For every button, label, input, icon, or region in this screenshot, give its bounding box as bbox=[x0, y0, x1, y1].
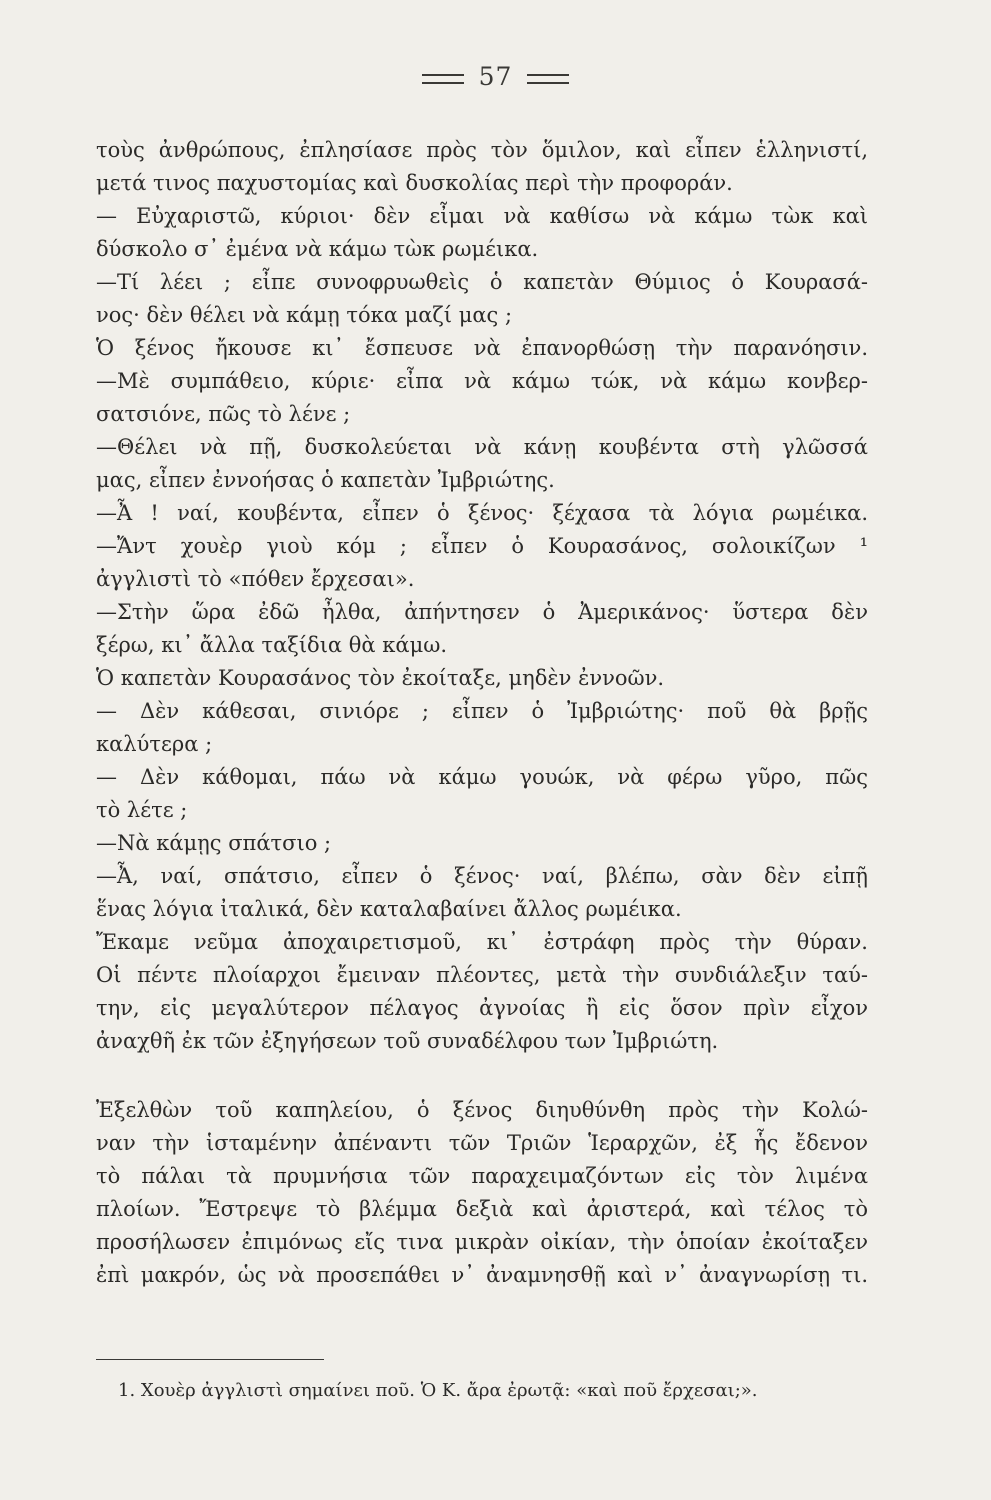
text-line: μετά τινος παχυστομίας καὶ δυσκολίας περὶ τὴν προφοράν. bbox=[96, 171, 733, 195]
text-line: —Στὴν ὥρα ἐδῶ ἦλθα, ἀπήντησεν ὁ Ἀμερικάνος· ὕστερα δὲν bbox=[96, 600, 868, 624]
text-line: — Δὲν κάθομαι, πάω νὰ κάμω γουώκ, νὰ φέρω γῦρο, πῶς bbox=[96, 765, 868, 789]
left-ornament bbox=[422, 74, 464, 84]
text-line: Ἐξελθὼν τοῦ καπηλείου, ὁ ξένος διηυθύνθη πρὸς τὴν Κολώ- bbox=[96, 1098, 868, 1122]
text-line: —Τί λέει ; εἶπε συνοφρυωθεὶς ὁ καπετὰν Θύμιος ὁ Κουρασά- bbox=[96, 270, 868, 294]
text-line: — Δὲν κάθεσαι, σινιόρε ; εἶπεν ὁ Ἰμβριώτης· ποῦ θὰ βρῇς bbox=[96, 699, 868, 723]
text-line: ἐπὶ μακρόν, ὡς νὰ προσεπάθει ν᾽ ἀναμνησθῇ καὶ ν᾽ ἀναγνωρίσῃ τι. bbox=[96, 1263, 868, 1287]
text-line: τὸ λέτε ; bbox=[96, 798, 188, 822]
text-line: — Εὐχαριστῶ, κύριοι· δὲν εἶμαι νὰ καθίσω νὰ κάμω τὼκ καὶ bbox=[96, 204, 868, 228]
paragraph-gap bbox=[96, 1058, 868, 1094]
text-line: πλοίων. Ἔστρεψε τὸ βλέμμα δεξιὰ καὶ ἀριστερά, καὶ τέλος τὸ bbox=[96, 1197, 868, 1221]
text-line: δύσκολο σ᾽ ἐμένα νὰ κάμω τὼκ ρωμέικα. bbox=[96, 237, 539, 261]
text-line: την, εἰς μεγαλύτερον πέλαγος ἀγνοίας ἢ εἰς ὅσον πρὶν εἶχον bbox=[96, 996, 868, 1020]
page-number: 57 bbox=[478, 62, 513, 91]
text-line: ἕνας λόγια ἰταλικά, δὲν καταλαβαίνει ἄλλος ρωμέικα. bbox=[96, 897, 682, 921]
text-line: προσήλωσεν ἐπιμόνως εἴς τινα μικρὰν οἰκίαν, τὴν ὁποίαν ἐκοίταξεν bbox=[96, 1230, 868, 1254]
footnote: 1. Χουὲρ ἀγγλιστὶ σημαίνει ποῦ. Ὁ Κ. ἄρα ἐρωτᾷ: «καὶ ποῦ ἔρχεσαι;». bbox=[118, 1380, 758, 1401]
text-line: Ὁ ξένος ἤκουσε κι᾽ ἔσπευσε νὰ ἐπανορθώσῃ τὴν παρανόησιν. bbox=[96, 336, 868, 360]
footnote-divider bbox=[96, 1359, 324, 1360]
text-line: Ἔκαμε νεῦμα ἀποχαιρετισμοῦ, κι᾽ ἐστράφη πρὸς τὴν θύραν. bbox=[96, 930, 868, 954]
text-line: ξέρω, κι᾽ ἄλλα ταξίδια θὰ κάμω. bbox=[96, 633, 448, 657]
text-line: ἀναχθῆ ἐκ τῶν ἐξηγήσεων τοῦ συναδέλφου των Ἰμβριώτη. bbox=[96, 1029, 719, 1053]
text-line: νος· δὲν θέλει νὰ κάμῃ τόκα μαζί μας ; bbox=[96, 303, 513, 327]
text-line: Οἱ πέντε πλοίαρχοι ἔμειναν πλέοντες, μετὰ τὴν συνδιάλεξιν ταύ- bbox=[96, 963, 868, 987]
text-line: —Ἆ ! ναί, κουβέντα, εἶπεν ὁ ξένος· ξέχασα τὰ λόγια ρωμέικα. bbox=[96, 501, 868, 525]
text-line: μας, εἶπεν ἐννοήσας ὁ καπετὰν Ἰμβριώτης. bbox=[96, 468, 555, 492]
text-line: —Μὲ συμπάθειο, κύριε· εἶπα νὰ κάμω τώκ, νὰ κάμω κονβερ- bbox=[96, 369, 868, 393]
text-line: τοὺς ἀνθρώπους, ἐπλησίασε πρὸς τὸν ὅμιλον, καὶ εἶπεν ἑλληνιστί, bbox=[96, 138, 868, 162]
text-line: —Ἄντ χουὲρ γιοὺ κόμ ; εἶπεν ὁ Κουρασάνος, σολοικίζων ¹ bbox=[96, 534, 868, 558]
text-line: σατσιόνε, πῶς τὸ λένε ; bbox=[96, 402, 351, 426]
right-ornament bbox=[527, 74, 569, 84]
text-line: καλύτερα ; bbox=[96, 732, 213, 756]
text-line: —Νὰ κάμῃς σπάτσιο ; bbox=[96, 831, 332, 855]
text-line: ναν τὴν ἱσταμένην ἀπέναντι τῶν Τριῶν Ἱεραρχῶν, ἐξ ἧς ἔδενον bbox=[96, 1131, 868, 1155]
text-line: ἀγγλιστὶ τὸ «πόθεν ἔρχεσαι». bbox=[96, 567, 415, 591]
text-line: τὸ πάλαι τὰ πρυμνήσια τῶν παραχειμαζόντων εἰς τὸν λιμένα bbox=[96, 1164, 868, 1188]
main-text bbox=[96, 134, 868, 1292]
page-number-header bbox=[0, 62, 991, 91]
text-line: —Ἆ, ναί, σπάτσιο, εἶπεν ὁ ξένος· ναί, βλέπω, σὰν δὲν εἰπῇ bbox=[96, 864, 868, 888]
text-line: Ὁ καπετὰν Κουρασάνος τὸν ἐκοίταξε, μηδὲν ἐννοῶν. bbox=[96, 666, 665, 690]
text-line: —Θέλει νὰ πῇ, δυσκολεύεται νὰ κάνῃ κουβέντα στὴ γλῶσσά bbox=[96, 435, 868, 459]
